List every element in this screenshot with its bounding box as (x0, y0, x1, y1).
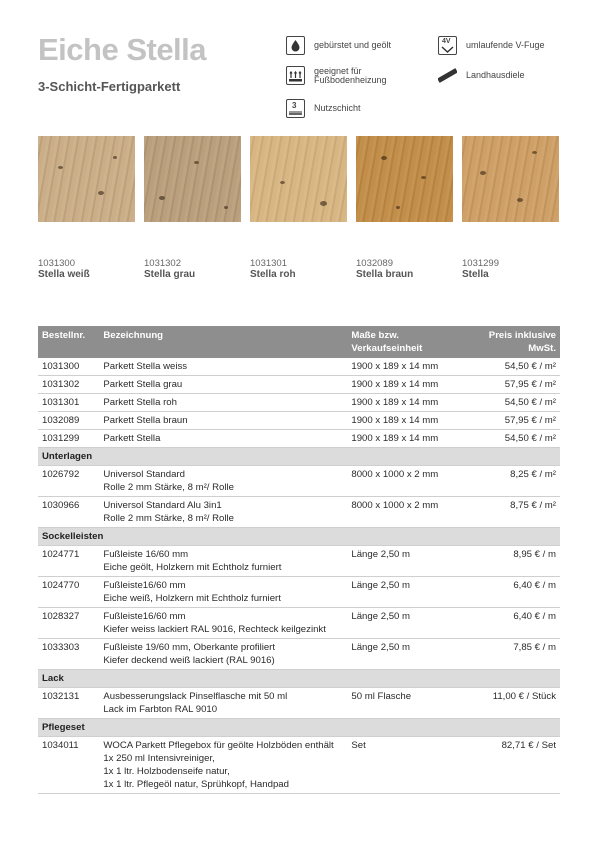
v-groove-icon (438, 36, 457, 55)
price-cell: 54,50 € / m² (461, 430, 560, 448)
order-number-cell: 1034011 (38, 737, 99, 794)
drop-icon (286, 36, 305, 55)
section-row (38, 448, 560, 466)
description-detail: Kiefer weiss lackiert RAL 9016, Rechteck keilgezinkt (103, 624, 326, 635)
table-row (38, 688, 560, 719)
description-cell (99, 608, 347, 639)
table-row (38, 358, 560, 376)
price-cell: 6,40 € / m (461, 608, 560, 639)
description-line: Universol Standard Alu 3in1 (103, 500, 222, 511)
size-cell: 8000 x 1000 x 2 mm (347, 466, 461, 497)
col-header-price: Preis inklusive MwSt. (461, 326, 560, 358)
description-line: Fußleiste 19/60 mm, Oberkante profiliert (103, 642, 276, 653)
price-cell: 8,25 € / m² (461, 466, 560, 497)
order-number-cell: 1031302 (38, 376, 99, 394)
col-header-description: Bezeichnung (99, 326, 347, 358)
description-cell (99, 688, 347, 719)
table-row (38, 394, 560, 412)
price-table (38, 326, 560, 794)
table-header-row (38, 326, 560, 358)
price-cell: 11,00 € / Stück (461, 688, 560, 719)
description-line: Parkett Stella (103, 433, 161, 444)
plank-icon (438, 66, 457, 85)
description-detail: Kiefer deckend weiß lackiert (RAL 9016) (103, 655, 275, 666)
order-number-cell: 1028327 (38, 608, 99, 639)
section-label: Pflegeset (38, 719, 560, 737)
order-number-cell: 1031299 (38, 430, 99, 448)
page-title: Eiche Stella (38, 32, 207, 67)
description-line: Parkett Stella braun (103, 415, 188, 426)
description-line: Fußleiste 16/60 mm (103, 549, 189, 560)
section-row (38, 719, 560, 737)
size-cell: Set (347, 737, 461, 794)
size-cell: 1900 x 189 x 14 mm (347, 358, 461, 376)
size-cell: Länge 2,50 m (347, 639, 461, 670)
price-cell: 6,40 € / m (461, 577, 560, 608)
swatch-name: Stella weiß (38, 269, 90, 280)
description-line: WOCA Parkett Pflegebox für geölte Holzböden enthält (103, 740, 334, 751)
swatch-name: Stella roh (250, 269, 296, 280)
price-cell: 57,95 € / m² (461, 412, 560, 430)
size-cell: Länge 2,50 m (347, 608, 461, 639)
wear-layer-icon (286, 99, 305, 118)
table-row (38, 412, 560, 430)
section-label: Lack (38, 670, 560, 688)
description-cell (99, 737, 347, 794)
price-cell: 82,71 € / Set (461, 737, 560, 794)
description-line: Parkett Stella weiss (103, 361, 188, 372)
table-row (38, 737, 560, 794)
price-cell: 8,95 € / m (461, 546, 560, 577)
description-line: Fußleiste16/60 mm (103, 580, 186, 591)
order-number-cell: 1032131 (38, 688, 99, 719)
description-cell (99, 430, 347, 448)
feature-label: Nutzschicht (314, 103, 361, 113)
description-cell (99, 394, 347, 412)
description-line: Universol Standard (103, 469, 185, 480)
swatch-name: Stella (462, 269, 489, 280)
feature-label: geeignet für Fußbodenheizung (314, 65, 387, 85)
swatch-code: 1031299 (462, 258, 499, 269)
size-cell: 1900 x 189 x 14 mm (347, 430, 461, 448)
swatch-code: 1031302 (144, 258, 181, 269)
section-label: Sockelleisten (38, 528, 560, 546)
table-row (38, 577, 560, 608)
size-cell: Länge 2,50 m (347, 546, 461, 577)
order-number-cell: 1033303 (38, 639, 99, 670)
table-row (38, 546, 560, 577)
description-line: Parkett Stella grau (103, 379, 183, 390)
order-number-cell: 1031300 (38, 358, 99, 376)
swatch-image-stella-braun (356, 136, 453, 222)
swatch-image-stella-weiss (38, 136, 135, 222)
size-cell: 50 ml Flasche (347, 688, 461, 719)
price-cell: 54,50 € / m² (461, 394, 560, 412)
price-cell: 54,50 € / m² (461, 358, 560, 376)
table-body (38, 358, 560, 794)
feature-wear-layer (286, 99, 361, 118)
description-cell (99, 639, 347, 670)
floor-heating-icon (286, 66, 305, 85)
feature-label: umlaufende V-Fuge (466, 40, 545, 50)
description-line: Parkett Stella roh (103, 397, 177, 408)
description-detail: Rolle 2 mm Stärke, 8 m²/ Rolle (103, 482, 234, 493)
description-detail: Lack im Farbton RAL 9010 (103, 704, 218, 715)
table-row (38, 466, 560, 497)
description-cell (99, 358, 347, 376)
description-detail: 1x 250 ml Intensivreiniger, 1x 1 ltr. Holzbodenseife natur, 1x 1 ltr. Pflegeöl natur, Sprühkopf, Handpad (103, 753, 289, 790)
table-row (38, 608, 560, 639)
swatch-name: Stella grau (144, 269, 196, 280)
col-header-order-number: Bestellnr. (38, 326, 99, 358)
feature-oiled (286, 36, 391, 55)
table-row (38, 639, 560, 670)
wood-swatches (38, 136, 560, 222)
order-number-cell: 1031301 (38, 394, 99, 412)
description-detail: Eiche weiß, Holzkern mit Echtholz furniert (103, 593, 281, 604)
v-groove-value: 4V (442, 38, 451, 45)
section-row (38, 670, 560, 688)
col-header-size: Maße bzw. Verkaufseinheit (347, 326, 461, 358)
size-cell: 1900 x 189 x 14 mm (347, 376, 461, 394)
order-number-cell: 1026792 (38, 466, 99, 497)
description-cell (99, 497, 347, 528)
size-cell: 1900 x 189 x 14 mm (347, 412, 461, 430)
description-detail: Rolle 2 mm Stärke, 8 m²/ Rolle (103, 513, 234, 524)
order-number-cell: 1032089 (38, 412, 99, 430)
table-row (38, 376, 560, 394)
feature-label: Landhausdiele (466, 70, 525, 80)
feature-label: gebürstet und geölt (314, 40, 392, 50)
swatch-code: 1031301 (250, 258, 287, 269)
size-cell: Länge 2,50 m (347, 577, 461, 608)
order-number-cell: 1024771 (38, 546, 99, 577)
description-cell (99, 546, 347, 577)
table-row (38, 430, 560, 448)
description-detail: Eiche geölt, Holzkern mit Echtholz furniert (103, 562, 282, 573)
description-cell (99, 577, 347, 608)
description-cell (99, 412, 347, 430)
size-cell: 8000 x 1000 x 2 mm (347, 497, 461, 528)
description-line: Fußleiste16/60 mm (103, 611, 186, 622)
description-cell (99, 376, 347, 394)
order-number-cell: 1030966 (38, 497, 99, 528)
feature-plank (438, 66, 525, 85)
section-row (38, 528, 560, 546)
swatch-image-stella (462, 136, 559, 222)
feature-floor-heating (286, 66, 414, 85)
swatch-image-stella-grau (144, 136, 241, 222)
order-number-cell: 1024770 (38, 577, 99, 608)
description-cell (99, 466, 347, 497)
price-cell: 57,95 € / m² (461, 376, 560, 394)
wear-layer-value: 3 (292, 101, 297, 110)
price-cell: 7,85 € / m (461, 639, 560, 670)
feature-v-groove (438, 36, 545, 55)
price-cell: 8,75 € / m² (461, 497, 560, 528)
section-label: Unterlagen (38, 448, 560, 466)
swatch-code: 1032089 (356, 258, 393, 269)
table-row (38, 497, 560, 528)
description-line: Ausbesserungslack Pinselflasche mit 50 ml (103, 691, 288, 702)
size-cell: 1900 x 189 x 14 mm (347, 394, 461, 412)
swatch-name: Stella braun (356, 269, 414, 280)
page-subtitle: 3-Schicht-Fertigparkett (38, 79, 181, 94)
swatch-image-stella-roh (250, 136, 347, 222)
swatch-code: 1031300 (38, 258, 75, 269)
